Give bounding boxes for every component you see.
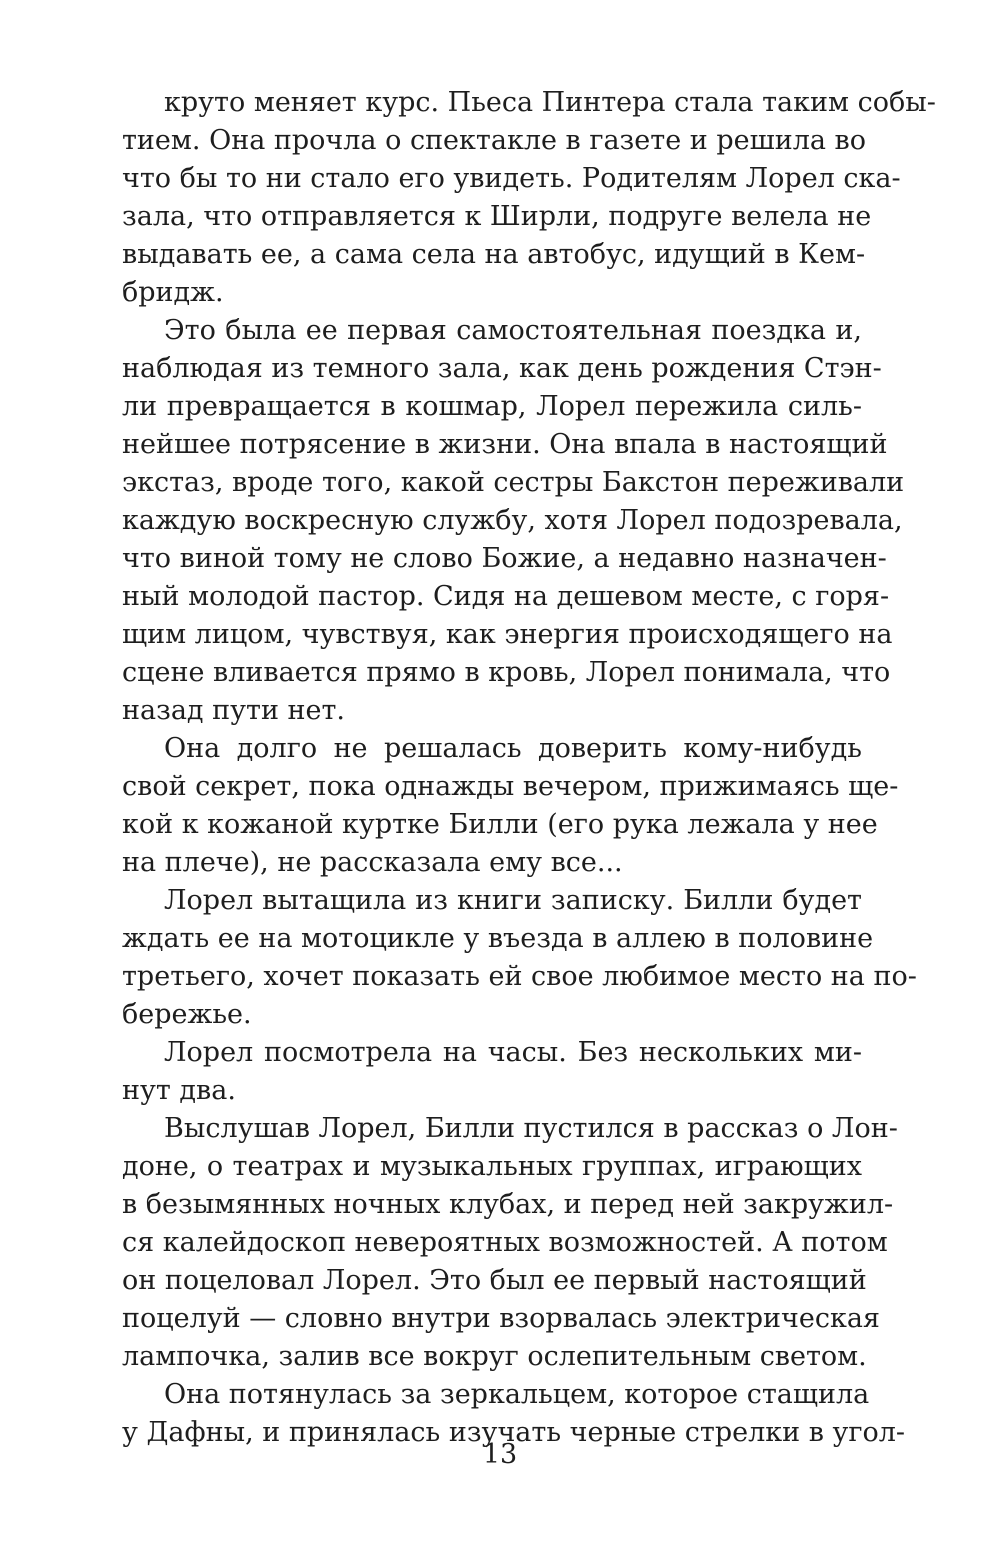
text-line: выдавать ее, а сама села на автобус, идущий в Кем-	[122, 239, 866, 270]
text-line: ждать ее на мотоцикле у въезда в аллею в половине	[122, 923, 874, 954]
text-line: третьего, хочет показать ей свое любимое место на по-	[122, 961, 917, 992]
text-line: назад пути нет.	[122, 695, 346, 726]
text-line: он поцеловал Лорел. Это был ее первый настоящий	[122, 1265, 867, 1296]
text-line: что бы то ни стало его увидеть. Родителям Лорел ска-	[122, 163, 901, 194]
text-line: Выслушав Лорел, Билли пустился в рассказ о Лон-	[164, 1113, 898, 1144]
text-line: бережье.	[122, 999, 252, 1030]
paragraph	[122, 730, 899, 882]
text-line: сцене вливается прямо в кровь, Лорел понимала, что	[122, 657, 891, 688]
text-line: в безымянных ночных клубах, и перед ней закружил-	[122, 1189, 894, 1220]
paragraph	[122, 84, 936, 312]
text-line: ли превращается в кошмар, Лорел пережила силь-	[122, 391, 862, 422]
paragraph	[122, 882, 917, 1034]
paragraph	[122, 1110, 898, 1376]
text-line: нейшее потрясение в жизни. Она впала в настоящий	[122, 429, 888, 460]
text-line: Это была ее первая самостоятельная поездка и,	[164, 315, 862, 346]
paragraph	[122, 312, 905, 730]
text-line: свой секрет, пока однажды вечером, прижимаясь ще-	[122, 771, 899, 802]
body-text	[122, 84, 936, 1452]
text-line: каждую воскресную службу, хотя Лорел подозревала,	[122, 505, 903, 536]
text-line: ный молодой пастор. Сидя на дешевом месте, с горя-	[122, 581, 890, 612]
text-line: доне, о театрах и музыкальных группах, играющих	[122, 1151, 862, 1182]
text-line: тием. Она прочла о спектакле в газете и решила во	[122, 125, 866, 156]
text-line: зала, что отправляется к Ширли, подруге велела не	[122, 201, 872, 232]
text-line: щим лицом, чувствуя, как энергия происходящего на	[122, 619, 893, 650]
text-line: экстаз, вроде того, какой сестры Бакстон переживали	[122, 467, 905, 498]
text-line: наблюдая из темного зала, как день рождения Стэн-	[122, 353, 882, 384]
text-line: Она потянулась за зеркальцем, которое стащила	[164, 1379, 870, 1410]
page-number: 13	[482, 1439, 518, 1470]
text-line: Она долго не решалась доверить кому-нибудь	[164, 733, 862, 764]
text-line: поцелуй — словно внутри взорвалась электрическая	[122, 1303, 880, 1334]
text-line: Лорел посмотрела на часы. Без нескольких ми-	[164, 1037, 862, 1068]
text-line: на плече), не рассказала ему все...	[122, 847, 623, 878]
text-line: нут два.	[122, 1075, 236, 1106]
paragraph	[122, 1034, 862, 1110]
text-line: что виной тому не слово Божие, а недавно назначен-	[122, 543, 887, 574]
text-line: Лорел вытащила из книги записку. Билли будет	[164, 885, 862, 916]
text-line: у Дафны, и принялась изучать черные стрелки в угол-	[122, 1417, 906, 1448]
text-line: лампочка, залив все вокруг ослепительным светом.	[122, 1341, 867, 1372]
text-line: круто меняет курс. Пьеса Пинтера стала таким собы-	[164, 87, 936, 118]
text-line: ся калейдоскоп невероятных возможностей. А потом	[122, 1227, 888, 1258]
text-line: бридж.	[122, 277, 224, 308]
text-line: кой к кожаной куртке Билли (его рука лежала у нее	[122, 809, 878, 840]
